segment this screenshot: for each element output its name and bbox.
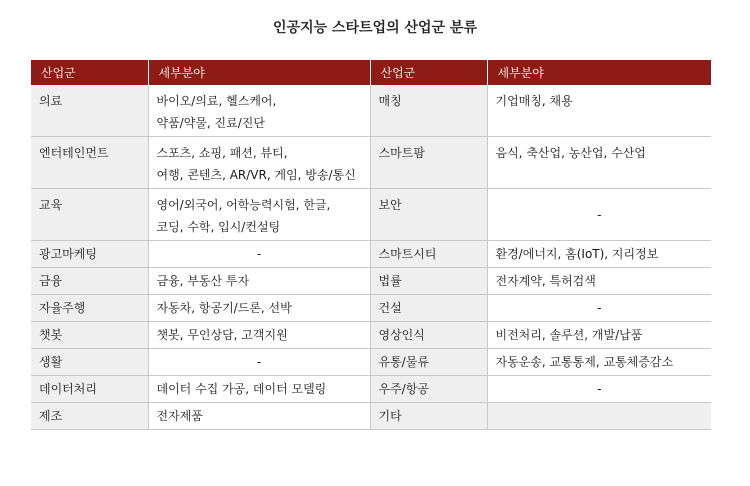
industry-cell: 우주/항공	[370, 376, 487, 403]
table-row	[31, 85, 711, 137]
detail-line: 비전처리, 솔루션, 개발/납품	[495, 328, 643, 342]
table-row	[31, 295, 711, 322]
industry-cell: 엔터테인먼트	[31, 137, 148, 189]
detail-cell	[487, 137, 711, 189]
detail-line: 금융, 부동산 투자	[156, 274, 250, 288]
industry-cell: 기타	[370, 403, 487, 430]
industry-cell: 스마트팜	[370, 137, 487, 189]
detail-cell	[487, 376, 711, 403]
industry-cell: 데이터처리	[31, 376, 148, 403]
table-row	[31, 241, 711, 268]
detail-cell	[148, 295, 370, 322]
detail-line: 여행, 콘텐츠, AR/VR, 게임, 방송/통신	[156, 168, 356, 182]
detail-line: 데이터 수집 가공, 데이터 모델링	[156, 382, 327, 396]
table-row	[31, 189, 711, 241]
industry-cell: 건설	[370, 295, 487, 322]
detail-line: 환경/에너지, 홈(IoT), 지리정보	[495, 247, 659, 261]
detail-line: 전자제품	[156, 409, 203, 423]
header-detail-right: 세부분야	[487, 60, 711, 85]
industry-cell: 보안	[370, 189, 487, 241]
page-title: 인공지능 스타트업의 산업군 분류	[273, 20, 477, 36]
detail-cell	[487, 322, 711, 349]
industry-cell: 의료	[31, 85, 148, 137]
detail-cell	[487, 295, 711, 322]
detail-cell	[148, 403, 370, 430]
table-row	[31, 322, 711, 349]
table-row	[31, 403, 711, 430]
empty-dash: -	[256, 247, 262, 261]
detail-cell	[148, 241, 370, 268]
industry-cell: 금융	[31, 268, 148, 295]
empty-dash: -	[597, 301, 602, 315]
detail-line: 영어/외국어, 어학능력시험, 한글,	[156, 198, 331, 212]
detail-line: 자동차, 항공기/드론, 선박	[156, 301, 292, 315]
detail-cell	[148, 85, 370, 137]
detail-cell	[148, 349, 370, 376]
detail-cell	[487, 403, 711, 430]
table-row	[31, 349, 711, 376]
table-row	[31, 268, 711, 295]
industry-classification-table	[31, 60, 711, 430]
detail-line: 약품/약물, 진료/진단	[156, 116, 265, 130]
detail-cell	[148, 322, 370, 349]
industry-cell: 자율주행	[31, 295, 148, 322]
detail-line: 전자계약, 특허검색	[495, 274, 596, 288]
detail-line: 챗봇, 무인상담, 고객지원	[156, 328, 288, 342]
table-header-row	[31, 60, 711, 85]
empty-dash: -	[597, 382, 602, 396]
table-row	[31, 137, 711, 189]
detail-cell	[487, 268, 711, 295]
header-detail-left: 세부분야	[148, 60, 370, 85]
industry-cell: 영상인식	[370, 322, 487, 349]
header-industry-left: 산업군	[31, 60, 148, 85]
detail-line: 음식, 축산업, 농산업, 수산업	[495, 146, 646, 160]
empty-dash: -	[256, 355, 262, 369]
detail-line: 스포츠, 쇼핑, 패션, 뷰티,	[156, 146, 288, 160]
detail-line: 자동운송, 교통통제, 교통체증감소	[495, 355, 674, 369]
industry-cell: 생활	[31, 349, 148, 376]
detail-cell	[148, 268, 370, 295]
detail-line: 바이오/의료, 헬스케어,	[156, 94, 277, 108]
detail-cell	[148, 137, 370, 189]
detail-cell	[487, 85, 711, 137]
table-row	[31, 376, 711, 403]
detail-cell	[487, 349, 711, 376]
detail-line: 코딩, 수학, 입시/컨설팅	[156, 220, 281, 234]
detail-cell	[487, 189, 711, 241]
industry-cell: 제조	[31, 403, 148, 430]
industry-cell: 매칭	[370, 85, 487, 137]
empty-dash: -	[597, 207, 602, 222]
detail-cell	[148, 189, 370, 241]
industry-cell: 챗봇	[31, 322, 148, 349]
detail-line: 기업매칭, 채용	[495, 94, 573, 108]
industry-cell: 스마트시티	[370, 241, 487, 268]
industry-cell: 유통/물류	[370, 349, 487, 376]
industry-cell: 법률	[370, 268, 487, 295]
industry-cell: 광고마케팅	[31, 241, 148, 268]
industry-cell: 교육	[31, 189, 148, 241]
detail-cell	[148, 376, 370, 403]
detail-cell	[487, 241, 711, 268]
header-industry-right: 산업군	[370, 60, 487, 85]
